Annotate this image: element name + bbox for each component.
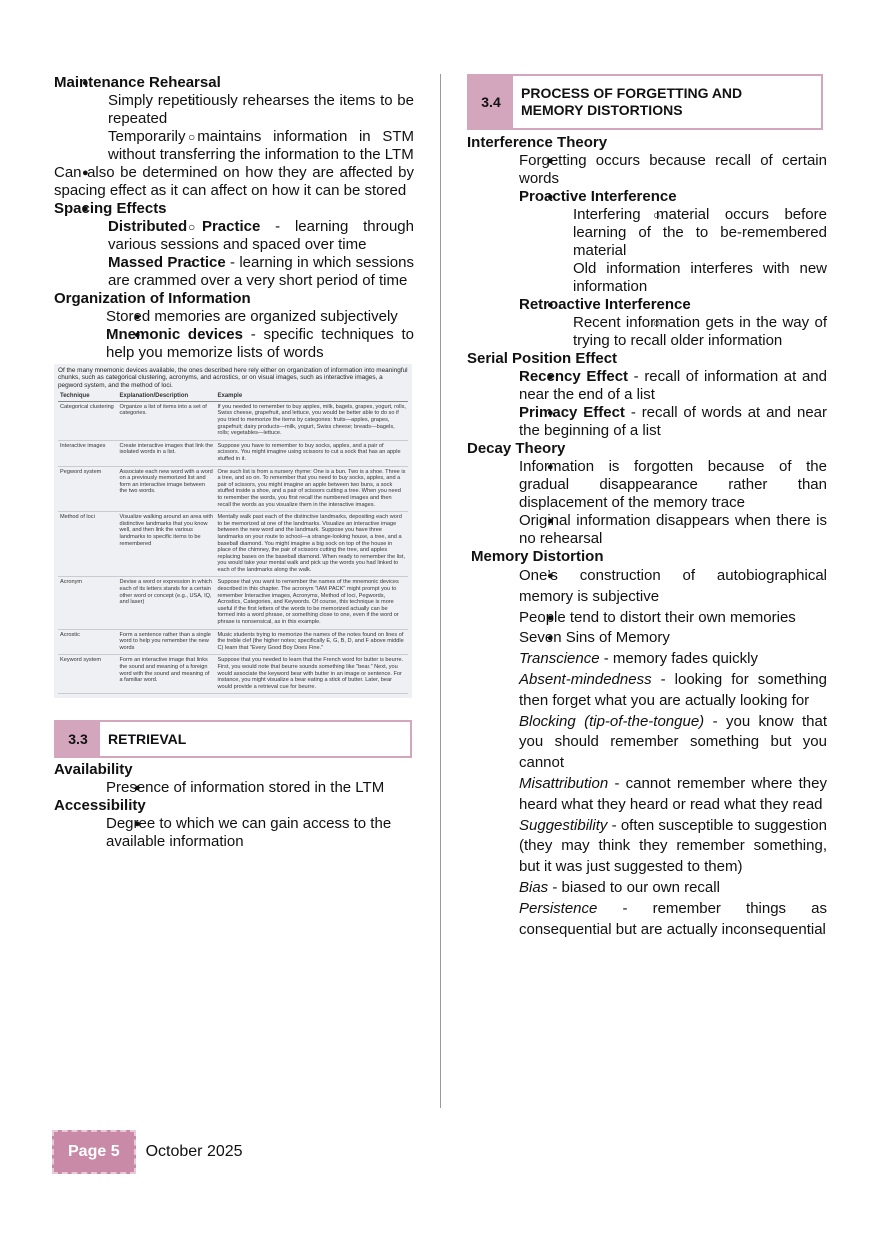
sin-desc: - often susceptible to suggestion (they may think they remember something, but it was just suggested to them) — [519, 816, 827, 876]
table-row — [58, 655, 408, 694]
table-header: Technique — [58, 392, 118, 401]
org-heading: Organization of Information — [54, 290, 251, 307]
seven-sins-list — [467, 649, 827, 940]
sub-list — [467, 206, 827, 296]
interference-list — [467, 152, 827, 350]
section-number: 3.3 — [56, 722, 100, 756]
table-cell: Method of loci — [58, 512, 118, 577]
list-item: ● Original information disappears when there is no rehearsal — [519, 512, 827, 548]
table-header: Explanation/Description — [118, 392, 216, 401]
sub-list — [2, 218, 414, 290]
sin-item — [519, 649, 827, 670]
list-item: ● Can also be determined on how they are affected by spacing effect as it can affect on how it can be stored — [54, 164, 414, 200]
table-row — [58, 401, 408, 440]
section-3-4-header — [467, 74, 823, 130]
sin-term: Misattribution — [519, 774, 609, 792]
list-item — [106, 326, 414, 362]
list-item: ● Presence of information stored in the LTM — [106, 779, 414, 797]
section-title: RETRIEVAL — [108, 730, 187, 747]
section-title-line: MEMORY DISTORTIONS — [521, 102, 683, 118]
sin-desc: - looking for something then forget what you are actually looking for — [519, 670, 827, 709]
distributed-term: Distributed Practice — [108, 218, 261, 235]
sub-list-item — [108, 218, 414, 254]
sub-list — [467, 314, 827, 350]
sub-list-item: ○ Temporarily maintains information in STM without transferring the information to the LTM — [108, 128, 414, 164]
table-row — [58, 440, 408, 466]
sub-list-item: ○ Interfering material occurs before learning of the to be-remembered material — [573, 206, 827, 260]
mnemonic-desc: - specific techniques to help you memorize lists of words — [106, 326, 415, 361]
list-item: ● Degree to which we can gain access to the available information — [106, 815, 414, 851]
table-row — [58, 577, 408, 629]
table-row — [58, 466, 408, 512]
sin-desc: - cannot remember where they heard what they heard or read what they read — [519, 774, 827, 813]
table-header-row — [58, 392, 408, 401]
footer-date: October 2025 — [145, 1143, 243, 1160]
recency-desc: - recall of information at and near the end of a list — [519, 368, 827, 403]
serial-position-list — [467, 368, 827, 440]
sin-term: Transcience — [519, 650, 600, 668]
section-number: 3.4 — [469, 76, 513, 128]
section-3-3-header — [54, 720, 412, 758]
sin-term: Blocking (tip-of-the-tongue) — [519, 712, 705, 730]
table-cell: One such list is from a nursery rhyme: One is a bun. Two is a shoe. Three is a tree, and so on. To remember that you need to buy socks, apples, and a pair of scissors, you might imagine an apple between two buns, a sock stuffed inside a shoe, and a pair of scissors cutting a tree. When you need to remember the words, you first recall the numbered images and then recall the words as you visualize them in the interactive images. — [216, 466, 409, 512]
list-item — [54, 74, 414, 164]
sin-item — [519, 899, 827, 941]
mnemonic-term: Mnemonic devices — [106, 326, 243, 343]
table-cell: Acronym — [58, 577, 118, 629]
serial-position-heading: Serial Position Effect — [467, 350, 618, 367]
list-item: ● One’s construction of autobiographical memory is subjective — [519, 566, 827, 608]
list-item — [54, 200, 414, 290]
sin-term: Absent-mindedness — [519, 670, 652, 688]
sin-desc: - memory fades quickly — [599, 650, 758, 668]
table-cell: Categorical clustering — [58, 401, 118, 440]
sin-term: Suggestibility — [519, 816, 608, 834]
sin-term: Bias — [519, 878, 549, 896]
list-item: ● People tend to distort their own memories — [519, 608, 827, 629]
org-list — [54, 308, 414, 362]
interference-heading: Interference Theory — [467, 134, 608, 151]
mnemonic-table — [58, 392, 408, 694]
massed-desc: - learning in which sessions are crammed over a very short period of time — [108, 254, 414, 289]
table-cell: Keyword system — [58, 655, 118, 694]
table-cell: Organize a list of items into a set of categories. — [118, 401, 216, 440]
column-divider — [440, 74, 441, 1108]
list-item: ● Seven Sins of Memory — [519, 628, 827, 649]
distortion-list — [467, 566, 827, 649]
list-item: ● Stored memories are organized subjectively — [106, 308, 414, 326]
table-cell: Acrostic — [58, 629, 118, 655]
table-cell: Suppose you have to remember to buy socks, apples, and a pair of scissors. You might imagine using scissors to cut a sock that has an apple stuffed in it. — [216, 440, 409, 466]
rehearsal-list — [2, 74, 414, 290]
massed-term: Massed Practice — [108, 254, 226, 271]
table-cell: Form an interactive image that links the sound and meaning of a foreign word with the sound and meaning of a familiar word. — [118, 655, 216, 694]
list-item — [519, 368, 827, 404]
table-cell: Suppose that you needed to learn that the French word for butter is beurre. First, you would note that beurre sounds something like "bear." Next, you would associate the keyword bear with butter in an image or sentence. For instance, you might visualize a bear eating a stick of butter. Later, bear would provide a retrieval cue for beurre. — [216, 655, 409, 694]
page-footer — [52, 1130, 243, 1174]
left-column — [54, 74, 414, 851]
decay-list — [467, 458, 827, 548]
sin-desc: - biased to our own recall — [548, 878, 720, 896]
list-item — [519, 404, 827, 440]
sin-term: Persistence — [519, 899, 598, 917]
list-item — [519, 188, 827, 296]
distributed-desc: - learning through various sessions and spaced over time — [108, 218, 414, 253]
table-cell: Suppose that you want to remember the names of the mnemonic devices described in this chapter. The acronym "IAM PACK" might prompt you to remember Interactive images, Acronyms, Method of loci, Pegwords, Acrostics, Categories, and Keywords. Of course, this technique is more useful if the first letters of the words to be memorized actually can be formed into a word phrase, or something close to one, even if the word or phrase is nonsensical, as in this example. — [216, 577, 409, 629]
sin-item — [519, 816, 827, 878]
page-number-badge: Page 5 — [52, 1130, 136, 1174]
list-item: ● Information is forgotten because of the gradual disappearance rather than displacement of the memory trace — [519, 458, 827, 512]
section-title — [513, 76, 750, 128]
sin-item — [519, 670, 827, 712]
availability-heading: Availability — [54, 761, 133, 779]
table-cell: Form a sentence rather than a single word to help you remember the new words — [118, 629, 216, 655]
primacy-term: Primacy Effect — [519, 404, 625, 421]
table-cell: Mentally walk past each of the distinctive landmarks, depositing each word to be memorized at one of the landmarks. Visualize an interactive image between the new word and the landmark. Suppose you have three landmarks on your route to school—a strange-looking house, a tree, and a baseball diamond. You might imagine a big sock on top of the house in place of the chimney, the pair of scissors cutting the tree, and apples replacing bases on the baseball diamond. When ready to remember the list, you would take your mental walk and pick up the words you had linked to each of the landmarks along the walk. — [216, 512, 409, 577]
table-cell: Visualize walking around an area with distinctive landmarks that you know well, and then link the various landmarks to specific items to be remembered — [118, 512, 216, 577]
section-title-line: PROCESS OF FORGETTING AND — [521, 85, 743, 101]
sub-list-item: ○ Old information interferes with new information — [573, 260, 827, 296]
primacy-desc: - recall of words at and near the beginning of a list — [519, 404, 828, 439]
table-cell: Associate each new word with a word on a previously memorized list and form an interactive image between the two words. — [118, 466, 216, 512]
sub-list-item: ○ Recent information gets in the way of trying to recall older information — [573, 314, 827, 350]
maintenance-rehearsal-title: Maintenance Rehearsal — [54, 74, 221, 91]
sin-item — [519, 774, 827, 816]
table-cell: Devise a word or expression in which each of its letters stands for a certain other word or concept (e.g., USA, IQ, and laser) — [118, 577, 216, 629]
sin-item — [519, 712, 827, 774]
table-cell: Music students trying to memorize the names of the notes found on lines of the treble clef (the higher notes; specifically E, G, B, D, and F above middle C) learn that "Every Good Boy Does Fine." — [216, 629, 409, 655]
table-header: Example — [216, 392, 409, 401]
mnemonic-table-caption: Of the many mnemonic devices available, the ones described here rely either on organization of information into meaningful chunks, such as categorical clustering, acronyms, and acrostics, or on visual images, such as interactive images, a pegword system, and the method of loci. — [58, 367, 408, 389]
list-item: ● Forgetting occurs because recall of certain words — [519, 152, 827, 188]
sub-list-item — [108, 254, 414, 290]
decay-heading: Decay Theory — [467, 440, 566, 457]
proactive-title: Proactive Interference — [519, 188, 677, 205]
list-item — [519, 296, 827, 350]
mnemonic-table-image — [54, 364, 412, 698]
spacing-effects-title: Spacing Effects — [54, 200, 167, 217]
accessibility-heading: Accessibility — [54, 797, 146, 815]
table-cell: Create interactive images that link the isolated words in a list. — [118, 440, 216, 466]
sin-desc: - remember things as consequential but are actually inconsequential — [519, 899, 827, 938]
sin-item — [519, 878, 827, 899]
sin-desc: - you know that you should remember something but you cannot — [519, 712, 827, 772]
table-row — [58, 629, 408, 655]
retroactive-title: Retroactive Interference — [519, 296, 691, 313]
right-column — [467, 74, 827, 940]
accessibility-list — [54, 815, 414, 851]
table-cell: If you needed to remember to buy apples, milk, bagels, grapes, yogurt, rolls, Swiss cheese, grapefruit, and lettuce, you would be better able to do so if you tried to memorize the items by categories: fruits—apples, grapes, grapefruit; dairy products—milk, yogurt, Swiss cheese; breads—bagels, rolls; vegetables—lettuce. — [216, 401, 409, 440]
table-row — [58, 512, 408, 577]
table-cell: Interactive images — [58, 440, 118, 466]
sub-list-item: ○ Simply repetitiously rehearses the items to be repeated — [108, 92, 414, 128]
table-cell: Pegword system — [58, 466, 118, 512]
availability-list — [54, 779, 414, 797]
sub-list — [2, 92, 414, 164]
memory-distortion-heading: Memory Distortion — [471, 548, 604, 565]
recency-term: Recency Effect — [519, 368, 629, 385]
